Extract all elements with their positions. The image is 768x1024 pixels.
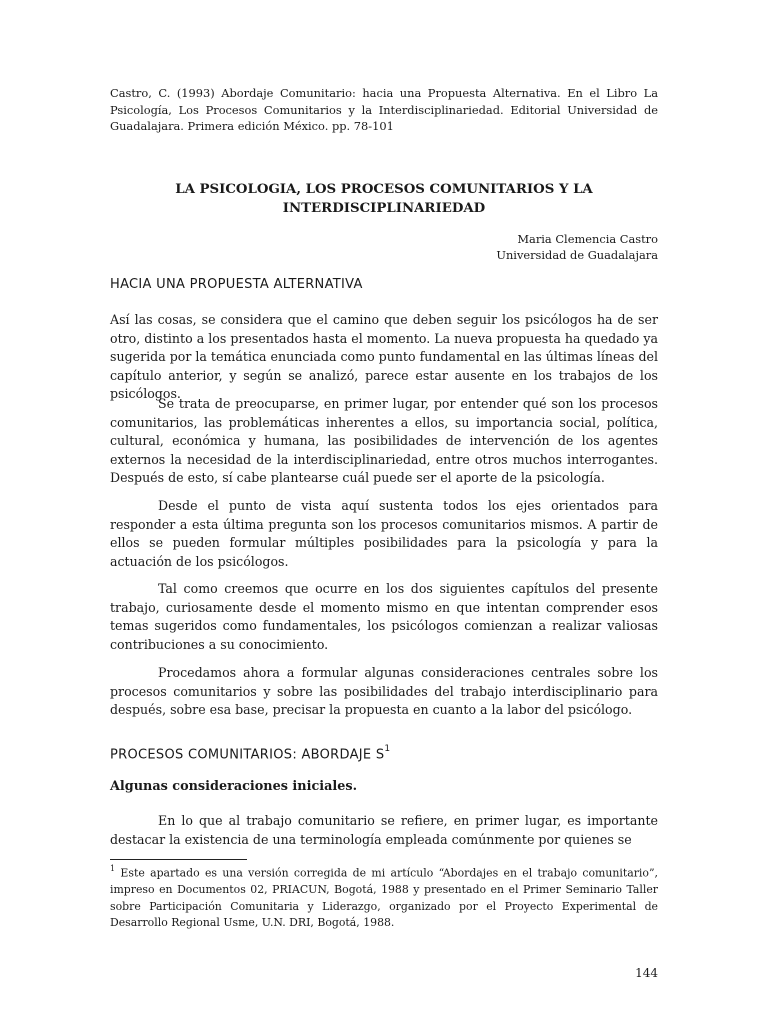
author-block xyxy=(496,231,658,263)
paragraph-3: Desde el punto de vista aquí sustenta todos los ejes orientados para responder a esta última pregunta son los procesos comunitarios mismos. A partir de ellos se pueden formular múltiples posibilidades para la psicología y para la actuación de los psicólogos. xyxy=(110,498,658,569)
author-affiliation: Universidad de Guadalajara xyxy=(496,248,658,262)
section-heading-1: HACIA UNA PROPUESTA ALTERNATIVA xyxy=(110,277,363,292)
footnote-mark: 1 xyxy=(110,864,116,873)
footnote-text: Este apartado es una versión corregida de mi artículo “Abordajes en el trabajo comunitario”, impreso en Documentos 02, PRIACUN, Bogotá, 1988 y presentado en el Primer Seminario Taller sobre Participación Comunitaria y Liderazgo, organizado por el Proyecto Experimental de Desarrollo Regional Usme, U.N. DRI, Bogotá, 1988. xyxy=(110,866,658,930)
page-number: 144 xyxy=(635,966,658,980)
document-title: LA PSICOLOGIA, LOS PROCESOS COMUNITARIOS Y LA INTERDISCIPLINARIEDAD xyxy=(175,182,593,216)
section-heading-2 xyxy=(110,746,390,762)
paragraph-2: Se trata de preocuparse, en primer lugar, por entender qué son los procesos comunitarios, las problemáticas inherentes a ellos, su importancia social, política, cultural, económica y humana, las posibilidades de intervención de los agentes externos la necesidad de la interdisciplinariedad, entre otros muchos interrogantes. Después de esto, sí cabe plantearse cuál puede ser el aporte de la psicología. xyxy=(110,396,658,486)
footnote-divider xyxy=(110,859,247,860)
footnote-reference[interactable]: 1 xyxy=(384,744,391,754)
paragraph-1: Así las cosas, se considera que el camino que deben seguir los psicólogos ha de ser otro, distinto a los presentados hasta el momento. La nueva propuesta ha quedado ya sugerida por la temática enunciada como punto fundamental en las últimas líneas del capítulo anterior, y según se analizó, parece estar ausente en los trabajos de los psicólogos. xyxy=(110,312,658,402)
subheading: Algunas consideraciones iniciales. xyxy=(110,779,358,794)
author-name: Maria Clemencia Castro xyxy=(517,232,658,246)
footnote xyxy=(110,862,658,932)
section-heading-2-text: PROCESOS COMUNITARIOS: ABORDAJE S xyxy=(110,747,385,763)
paragraph-5: Procedamos ahora a formular algunas consideraciones centrales sobre los procesos comunitarios y sobre las posibilidades del trabajo interdisciplinario para después, sobre esa base, precisar la propuesta en cuanto a la labor del psicólogo. xyxy=(110,665,658,718)
citation: Castro, C. (1993) Abordaje Comunitario: hacia una Propuesta Alternativa. En el Libro La Psicología, Los Procesos Comunitarios y la Interdisciplinariedad. Editorial Universidad de Guadalajara. Primera edición México. pp. 78-101 xyxy=(110,86,658,133)
paragraph-4: Tal como creemos que ocurre en los dos siguientes capítulos del presente trabajo, curiosamente desde el momento mismo en que intentan comprender esos temas sugeridos como fundamentales, los psicólogos comienzan a realizar valiosas contribuciones a su conocimiento. xyxy=(110,581,658,652)
paragraph-6: En lo que al trabajo comunitario se refiere, en primer lugar, es importante destacar la existencia de una terminología empleada comúnmente por quienes se xyxy=(110,813,658,847)
